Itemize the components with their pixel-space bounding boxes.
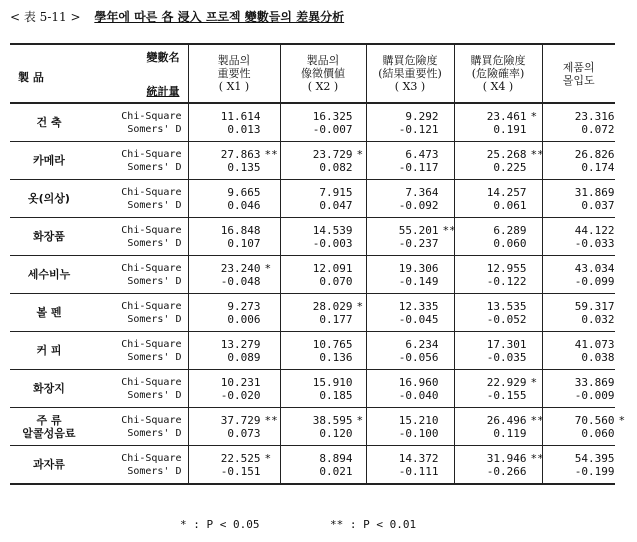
somers-d-value: 0.191	[493, 122, 527, 136]
product-name-line: 알콜성음료	[22, 426, 76, 440]
somers-d-value: -0.111	[398, 464, 439, 478]
chi-square-label: Chi-Square	[121, 338, 182, 350]
chi-square-label: Chi-Square	[121, 110, 182, 122]
somers-d-label: Somers' D	[127, 237, 182, 249]
value-cell	[188, 408, 280, 446]
table-number: < 表 5-11 >	[10, 10, 81, 24]
value-cell	[188, 370, 280, 408]
table-row	[10, 332, 615, 370]
column-header-x2	[280, 44, 366, 103]
value-cell	[454, 332, 542, 370]
chi-square-value: 55.201	[398, 223, 439, 237]
somers-d-value: 0.185	[319, 388, 353, 402]
value-cell	[454, 142, 542, 180]
product-name-line: 카메라	[33, 154, 65, 167]
somers-d-value: 0.037	[581, 198, 615, 212]
chi-square-value: 9.292	[405, 109, 439, 123]
somers-d-value: -0.099	[574, 274, 615, 288]
statistic-labels	[88, 332, 188, 370]
chi-square-label: Chi-Square	[121, 148, 182, 160]
value-cell	[542, 103, 615, 142]
chi-square-value: 8.894	[319, 451, 353, 465]
somers-d-value: -0.035	[486, 350, 527, 364]
chi-square-value: 31.946	[486, 451, 527, 465]
column-header-line: ( X3 )	[394, 80, 426, 93]
somers-d-value: -0.151	[220, 464, 261, 478]
chi-square-value: 23.461	[486, 109, 527, 123]
chi-square-value: 41.073	[574, 337, 615, 351]
chi-square-value: 9.665	[227, 185, 261, 199]
value-cell	[454, 370, 542, 408]
product-name-line: 화장품	[33, 230, 65, 243]
chi-square-value: 10.231	[220, 375, 261, 389]
table-row	[10, 218, 615, 256]
value-cell	[280, 180, 366, 218]
somers-d-value: 0.021	[319, 464, 353, 478]
value-cell	[280, 218, 366, 256]
table-row	[10, 408, 615, 446]
variables-header: 變數名	[146, 51, 180, 64]
value-cell	[188, 218, 280, 256]
somers-d-value: -0.199	[574, 464, 615, 478]
column-header-line: 製品의	[306, 54, 340, 67]
chi-square-value: 6.473	[405, 147, 439, 161]
statistic-labels	[88, 256, 188, 294]
product-name-line: 화장지	[33, 382, 65, 395]
value-cell	[454, 256, 542, 294]
chi-square-value: 13.279	[220, 337, 261, 351]
value-cell	[366, 218, 454, 256]
chi-square-value: 17.301	[486, 337, 527, 351]
product-name	[10, 218, 88, 256]
value-cell	[280, 294, 366, 332]
significance-mark: *	[618, 413, 626, 427]
somers-d-label: Somers' D	[127, 161, 182, 173]
column-header-line: 製品의	[217, 54, 251, 67]
table-row	[10, 256, 615, 294]
chi-square-value: 44.122	[574, 223, 615, 237]
chi-square-value: 33.869	[574, 375, 615, 389]
value-cell	[188, 103, 280, 142]
table-row	[10, 142, 615, 180]
value-cell	[454, 294, 542, 332]
somers-d-value: 0.061	[493, 198, 527, 212]
chi-square-value: 7.915	[319, 185, 353, 199]
somers-d-value: 0.060	[493, 236, 527, 250]
somers-d-value: -0.052	[486, 312, 527, 326]
chi-square-value: 26.496	[486, 413, 527, 427]
product-name	[10, 446, 88, 485]
value-cell	[188, 256, 280, 294]
statistic-labels	[88, 142, 188, 180]
chi-square-value: 12.091	[312, 261, 353, 275]
chi-square-value: 70.560	[574, 413, 615, 427]
product-name-line: 볼 펜	[36, 306, 62, 319]
chi-square-value: 23.240	[220, 261, 261, 275]
value-cell	[454, 180, 542, 218]
somers-d-value: 0.120	[319, 426, 353, 440]
table-row	[10, 103, 615, 142]
chi-square-value: 23.729	[312, 147, 353, 161]
somers-d-value: -0.020	[220, 388, 261, 402]
value-cell	[280, 446, 366, 485]
significance-mark: *	[356, 299, 364, 313]
chi-square-value: 25.268	[486, 147, 527, 161]
chi-square-value: 16.848	[220, 223, 261, 237]
chi-square-value: 19.306	[398, 261, 439, 275]
corner-header	[10, 44, 188, 103]
somers-d-value: 0.013	[227, 122, 261, 136]
somers-d-label: Somers' D	[127, 351, 182, 363]
note-p01: ** : P < 0.01	[330, 518, 417, 531]
chi-square-value: 27.863	[220, 147, 261, 161]
chi-square-label: Chi-Square	[121, 300, 182, 312]
chi-square-value: 7.364	[405, 185, 439, 199]
column-header-line: ( X4 )	[482, 80, 514, 93]
value-cell	[366, 294, 454, 332]
somers-d-value: -0.009	[574, 388, 615, 402]
chi-square-label: Chi-Square	[121, 452, 182, 464]
value-cell	[366, 446, 454, 485]
significance-mark: **	[530, 451, 544, 465]
somers-d-value: -0.117	[398, 160, 439, 174]
product-name-line: 커 피	[36, 344, 62, 357]
statistic-labels	[88, 408, 188, 446]
value-cell	[454, 446, 542, 485]
value-cell	[188, 294, 280, 332]
product-name	[10, 370, 88, 408]
somers-d-value: -0.121	[398, 122, 439, 136]
somers-d-value: -0.149	[398, 274, 439, 288]
value-cell	[542, 294, 615, 332]
chi-square-value: 16.960	[398, 375, 439, 389]
value-cell	[188, 332, 280, 370]
significance-mark: **	[264, 147, 278, 161]
column-header-x3	[366, 44, 454, 103]
product-name	[10, 332, 88, 370]
somers-d-value: -0.122	[486, 274, 527, 288]
value-cell	[280, 370, 366, 408]
value-cell	[366, 332, 454, 370]
significance-mark: *	[356, 147, 364, 161]
chi-square-value: 13.535	[486, 299, 527, 313]
chi-square-value: 16.325	[312, 109, 353, 123]
chi-square-label: Chi-Square	[121, 224, 182, 236]
chi-square-value: 43.034	[574, 261, 615, 275]
column-header-line: (危險確率)	[471, 67, 525, 80]
product-name-line: 주 류	[36, 413, 62, 427]
value-cell	[542, 408, 626, 446]
table-caption: 學年에 따른 各 浸入 프로젝 變數들의 差異分析	[94, 10, 345, 24]
value-cell	[366, 370, 454, 408]
column-header-line: 購買危險度	[382, 54, 438, 67]
chi-square-value: 12.335	[398, 299, 439, 313]
column-header-involvement	[542, 44, 615, 103]
product-name-line: 건 축	[36, 116, 62, 129]
value-cell	[542, 218, 615, 256]
somers-d-label: Somers' D	[127, 313, 182, 325]
somers-d-label: Somers' D	[127, 427, 182, 439]
column-header-line: (結果重要性)	[378, 67, 442, 80]
somers-d-value: -0.045	[398, 312, 439, 326]
chi-square-label: Chi-Square	[121, 414, 182, 426]
value-cell	[454, 408, 542, 446]
chi-square-label: Chi-Square	[121, 262, 182, 274]
column-header-x1	[188, 44, 280, 103]
column-header-line: 購買危險度	[470, 54, 526, 67]
value-cell	[366, 142, 454, 180]
somers-d-value: 0.060	[581, 426, 615, 440]
column-header-x4	[454, 44, 542, 103]
somers-d-label: Somers' D	[127, 465, 182, 477]
chi-square-value: 22.929	[486, 375, 527, 389]
somers-d-value: 0.107	[227, 236, 261, 250]
chi-square-label: Chi-Square	[121, 376, 182, 388]
somers-d-value: -0.007	[312, 122, 353, 136]
chi-square-value: 14.539	[312, 223, 353, 237]
note-p05: * : P < 0.05	[180, 518, 260, 531]
value-cell	[542, 446, 615, 485]
statistic-header: 統計量	[146, 85, 180, 98]
value-cell	[454, 103, 542, 142]
value-cell	[188, 180, 280, 218]
somers-d-value: -0.100	[398, 426, 439, 440]
table-row	[10, 446, 615, 485]
column-header-line: 몰입도	[562, 73, 595, 87]
value-cell	[366, 408, 454, 446]
chi-square-value: 15.910	[312, 375, 353, 389]
value-cell	[280, 256, 366, 294]
somers-d-value: 0.072	[581, 122, 615, 136]
chi-square-value: 15.210	[398, 413, 439, 427]
somers-d-value: -0.048	[220, 274, 261, 288]
somers-d-value: -0.155	[486, 388, 527, 402]
significance-mark: *	[530, 109, 538, 123]
table-row	[10, 370, 615, 408]
somers-d-value: -0.003	[312, 236, 353, 250]
product-name	[10, 180, 88, 218]
somers-d-value: 0.136	[319, 350, 353, 364]
somers-d-value: 0.006	[227, 312, 261, 326]
somers-d-value: 0.119	[493, 426, 527, 440]
value-cell	[366, 180, 454, 218]
chi-square-value: 23.316	[574, 109, 615, 123]
value-cell	[280, 332, 366, 370]
chi-square-value: 11.614	[220, 109, 261, 123]
chi-square-label: Chi-Square	[121, 186, 182, 198]
value-cell	[542, 142, 615, 180]
product-name-line: 옷(의상)	[28, 192, 70, 205]
somers-d-value: 0.046	[227, 198, 261, 212]
value-cell	[188, 142, 280, 180]
column-header-line: 重要性	[217, 67, 251, 80]
value-cell	[542, 370, 615, 408]
chi-square-value: 9.273	[227, 299, 261, 313]
somers-d-value: 0.047	[319, 198, 353, 212]
column-header-line: ( X2 )	[307, 80, 339, 93]
somers-d-value: 0.089	[227, 350, 261, 364]
chi-square-value: 37.729	[220, 413, 261, 427]
somers-d-value: 0.082	[319, 160, 353, 174]
statistic-labels	[88, 446, 188, 485]
table-row	[10, 294, 615, 332]
chi-square-value: 10.765	[312, 337, 353, 351]
chi-square-value: 14.257	[486, 185, 527, 199]
somers-d-label: Somers' D	[127, 123, 182, 135]
somers-d-label: Somers' D	[127, 275, 182, 287]
chi-square-value: 26.826	[574, 147, 615, 161]
product-name	[10, 294, 88, 332]
significance-mark: *	[264, 451, 272, 465]
value-cell	[454, 218, 542, 256]
significance-mark: *	[264, 261, 272, 275]
significance-mark: **	[264, 413, 278, 427]
somers-d-value: -0.266	[486, 464, 527, 478]
product-name	[10, 408, 88, 446]
somers-d-value: -0.237	[398, 236, 439, 250]
statistic-labels	[88, 294, 188, 332]
product-name	[10, 256, 88, 294]
chi-square-value: 14.372	[398, 451, 439, 465]
chi-square-value: 6.289	[493, 223, 527, 237]
significance-mark: *	[530, 375, 538, 389]
chi-square-value: 54.395	[574, 451, 615, 465]
somers-d-value: 0.135	[227, 160, 261, 174]
somers-d-label: Somers' D	[127, 389, 182, 401]
value-cell	[280, 103, 366, 142]
somers-d-value: 0.225	[493, 160, 527, 174]
statistic-labels	[88, 103, 188, 142]
somers-d-label: Somers' D	[127, 199, 182, 211]
value-cell	[542, 256, 615, 294]
value-cell	[280, 142, 366, 180]
somers-d-value: -0.040	[398, 388, 439, 402]
somers-d-value: -0.033	[574, 236, 615, 250]
value-cell	[542, 180, 615, 218]
header-row	[10, 44, 615, 103]
results-table	[10, 43, 626, 485]
table-row	[10, 180, 615, 218]
product-name-line: 과자류	[33, 458, 65, 471]
product-name	[10, 142, 88, 180]
table-title	[10, 8, 344, 25]
column-header-line: 제품의	[562, 60, 595, 74]
somers-d-value: 0.174	[581, 160, 615, 174]
somers-d-value: -0.056	[398, 350, 439, 364]
somers-d-value: -0.092	[398, 198, 439, 212]
chi-square-value: 6.234	[405, 337, 439, 351]
somers-d-value: 0.177	[319, 312, 353, 326]
value-cell	[366, 103, 454, 142]
statistic-labels	[88, 180, 188, 218]
value-cell	[542, 332, 615, 370]
somers-d-value: 0.070	[319, 274, 353, 288]
chi-square-value: 12.955	[486, 261, 527, 275]
significance-mark: **	[442, 223, 456, 237]
product-name-line: 세수비누	[27, 268, 71, 281]
column-header-line: ( X1 )	[218, 80, 250, 93]
somers-d-value: 0.073	[227, 426, 261, 440]
chi-square-value: 28.029	[312, 299, 353, 313]
significance-mark: *	[356, 413, 364, 427]
value-cell	[188, 446, 280, 485]
chi-square-value: 31.869	[574, 185, 615, 199]
value-cell	[366, 256, 454, 294]
statistic-labels	[88, 218, 188, 256]
chi-square-value: 38.595	[312, 413, 353, 427]
value-cell	[280, 408, 366, 446]
chi-square-value: 59.317	[574, 299, 615, 313]
product-header: 製 品	[18, 71, 44, 84]
product-name	[10, 103, 88, 142]
statistic-labels	[88, 370, 188, 408]
significance-mark: **	[530, 147, 544, 161]
significance-mark: **	[530, 413, 544, 427]
chi-square-value: 22.525	[220, 451, 261, 465]
column-header-line: 像徵價値	[301, 67, 345, 80]
somers-d-value: 0.032	[581, 312, 615, 326]
somers-d-value: 0.038	[581, 350, 615, 364]
